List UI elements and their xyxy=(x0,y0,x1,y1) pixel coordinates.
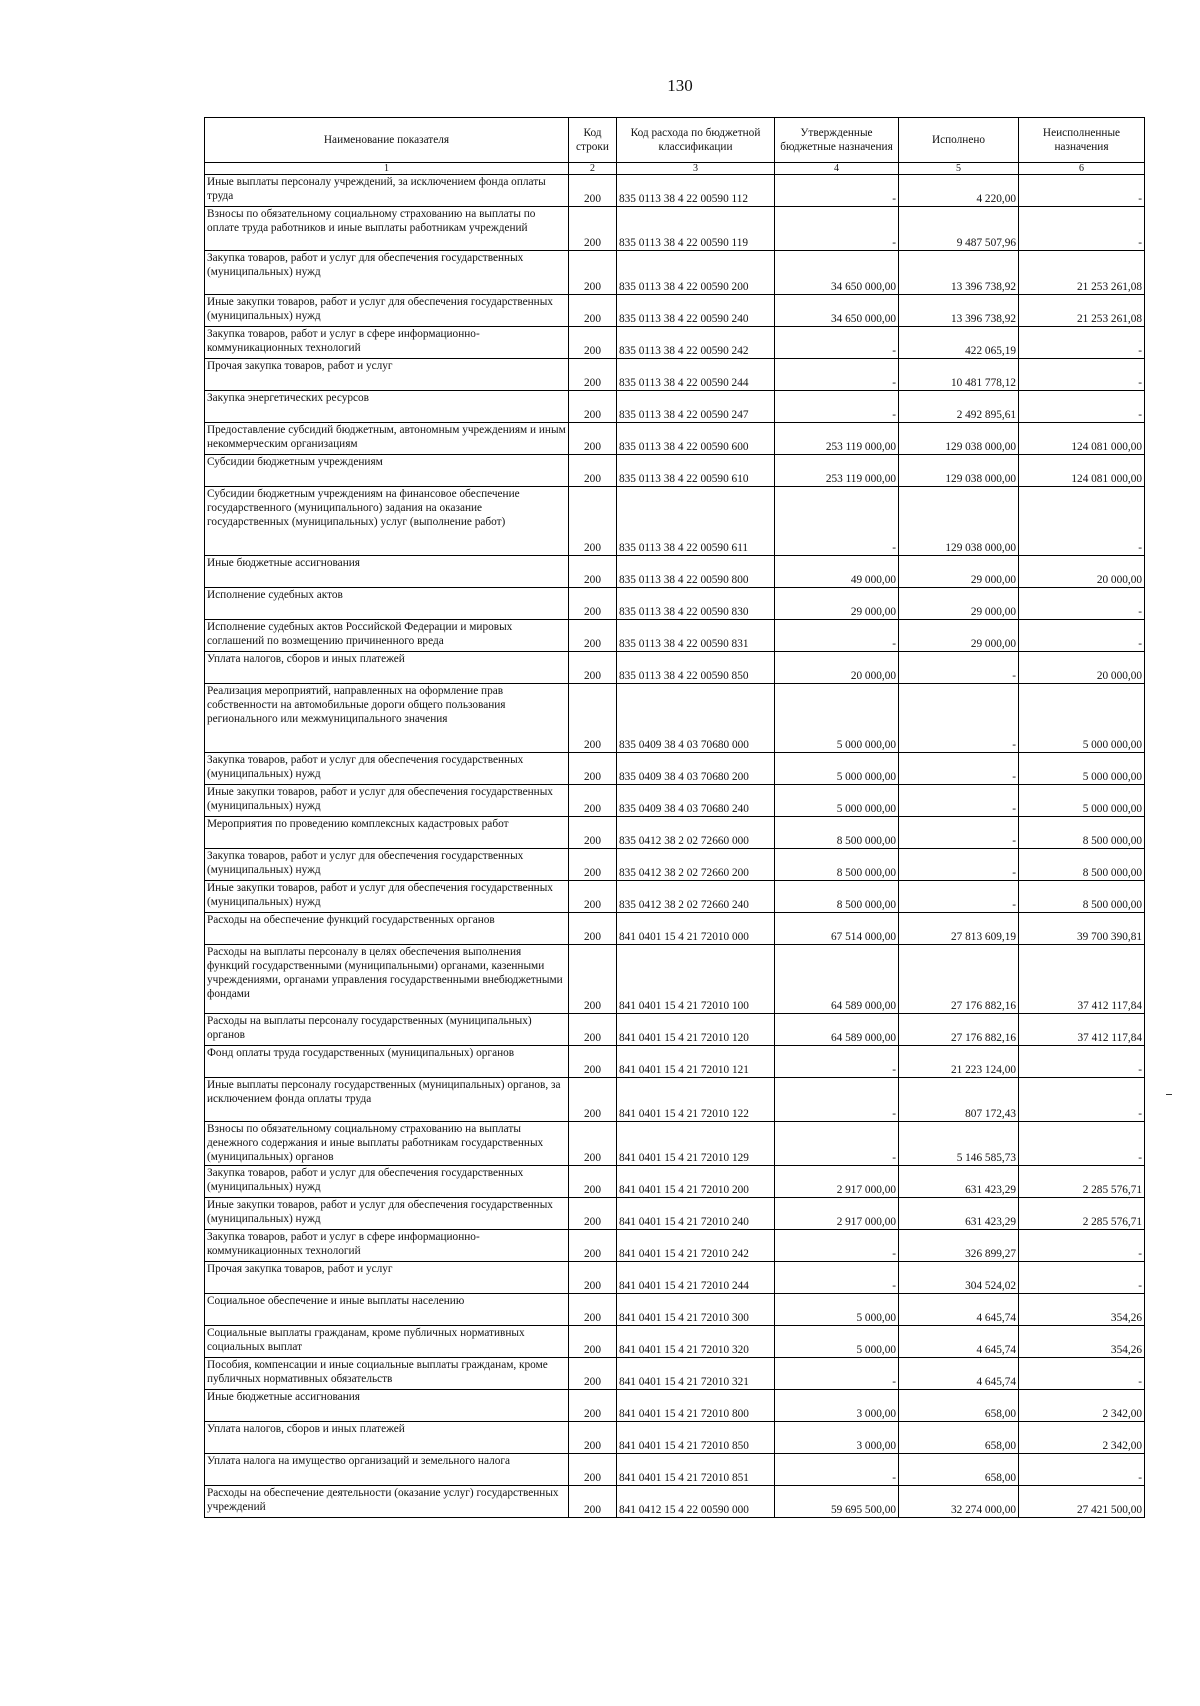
table-cell-name: Иные закупки товаров, работ и услуг для обеспечения государственных (муниципальных) нужд xyxy=(205,1198,569,1230)
table-cell-unexecuted: 2 285 576,71 xyxy=(1019,1166,1145,1198)
table-cell-unexecuted: - xyxy=(1019,588,1145,620)
table-cell-unexecuted: 5 000 000,00 xyxy=(1019,684,1145,753)
table-row xyxy=(205,1326,1145,1358)
table-cell-executed: 326 899,27 xyxy=(899,1230,1019,1262)
margin-mark xyxy=(1166,1094,1172,1095)
table-cell-approved: 67 514 000,00 xyxy=(775,913,899,945)
table-row xyxy=(205,1262,1145,1294)
table-cell-unexecuted: 354,26 xyxy=(1019,1326,1145,1358)
table-cell-classification: 841 0401 15 4 21 72010 242 xyxy=(617,1230,775,1262)
table-cell-executed: - xyxy=(899,652,1019,684)
table-cell-unexecuted: - xyxy=(1019,391,1145,423)
table-row xyxy=(205,1294,1145,1326)
table-cell-executed: 9 487 507,96 xyxy=(899,207,1019,251)
table-cell-name: Закупка товаров, работ и услуг в сфере информационно-коммуникационных технологий xyxy=(205,1230,569,1262)
table-cell-executed: 658,00 xyxy=(899,1422,1019,1454)
table-cell-classification: 835 0409 38 4 03 70680 240 xyxy=(617,785,775,817)
table-cell-approved: 5 000 000,00 xyxy=(775,684,899,753)
table-cell-executed: - xyxy=(899,849,1019,881)
table-cell-approved: - xyxy=(775,175,899,207)
table-cell-classification: 835 0113 38 4 22 00590 112 xyxy=(617,175,775,207)
table-cell-unexecuted: 354,26 xyxy=(1019,1294,1145,1326)
table-cell-approved: 20 000,00 xyxy=(775,652,899,684)
table-cell-name: Предоставление субсидий бюджетным, автономным учреждениям и иным некоммерческим организациям xyxy=(205,423,569,455)
table-row xyxy=(205,1422,1145,1454)
table-cell-name: Иные бюджетные ассигнования xyxy=(205,1390,569,1422)
table-cell-unexecuted: - xyxy=(1019,1122,1145,1166)
table-cell-name: Расходы на выплаты персоналу в целях обеспечения выполнения функций государственными (муниципальными) органами, казенными учреждениями, органами управления государственными внебюджетными фондами xyxy=(205,945,569,1014)
table-cell-approved: - xyxy=(775,620,899,652)
table-cell-executed: 631 423,29 xyxy=(899,1166,1019,1198)
table-cell-approved: 2 917 000,00 xyxy=(775,1198,899,1230)
table-cell-executed: - xyxy=(899,785,1019,817)
table-cell-name: Субсидии бюджетным учреждениям на финансовое обеспечение государственного (муниципального) задания на оказание государственных (муниципальных) услуг (выполнение работ) xyxy=(205,487,569,556)
table-row xyxy=(205,175,1145,207)
table-cell-line-code: 200 xyxy=(569,1262,617,1294)
table-row xyxy=(205,1046,1145,1078)
table-cell-approved: 5 000 000,00 xyxy=(775,753,899,785)
table-cell-executed: 658,00 xyxy=(899,1390,1019,1422)
table-cell-classification: 835 0409 38 4 03 70680 000 xyxy=(617,684,775,753)
table-cell-line-code: 200 xyxy=(569,1122,617,1166)
table-cell-classification: 835 0412 38 2 02 72660 000 xyxy=(617,817,775,849)
table-cell-unexecuted: 39 700 390,81 xyxy=(1019,913,1145,945)
table-cell-unexecuted: 124 081 000,00 xyxy=(1019,423,1145,455)
table-cell-executed: - xyxy=(899,684,1019,753)
header-unexecuted: Неисполненные назначения xyxy=(1019,118,1145,163)
table-cell-name: Расходы на выплаты персоналу государственных (муниципальных) органов xyxy=(205,1014,569,1046)
table-cell-line-code: 200 xyxy=(569,251,617,295)
table-cell-line-code: 200 xyxy=(569,1198,617,1230)
table-cell-executed: 4 645,74 xyxy=(899,1326,1019,1358)
column-number: 1 xyxy=(205,163,569,175)
table-cell-line-code: 200 xyxy=(569,1230,617,1262)
table-cell-name: Закупка товаров, работ и услуг в сфере информационно-коммуникационных технологий xyxy=(205,327,569,359)
table-cell-classification: 841 0401 15 4 21 72010 244 xyxy=(617,1262,775,1294)
table-row xyxy=(205,556,1145,588)
column-number: 5 xyxy=(899,163,1019,175)
table-cell-approved: 29 000,00 xyxy=(775,588,899,620)
table-cell-approved: 3 000,00 xyxy=(775,1422,899,1454)
table-cell-approved: 253 119 000,00 xyxy=(775,423,899,455)
table-cell-approved: - xyxy=(775,391,899,423)
table-cell-unexecuted: 21 253 261,08 xyxy=(1019,251,1145,295)
table-cell-line-code: 200 xyxy=(569,1326,617,1358)
table-cell-approved: 34 650 000,00 xyxy=(775,251,899,295)
column-number-row xyxy=(205,163,1145,175)
table-cell-name: Иные закупки товаров, работ и услуг для обеспечения государственных (муниципальных) нужд xyxy=(205,295,569,327)
table-row xyxy=(205,785,1145,817)
table-cell-classification: 835 0113 38 4 22 00590 247 xyxy=(617,391,775,423)
page-number: 130 xyxy=(667,76,693,95)
table-cell-classification: 841 0401 15 4 21 72010 800 xyxy=(617,1390,775,1422)
table-cell-line-code: 200 xyxy=(569,1358,617,1390)
table-cell-unexecuted: - xyxy=(1019,1454,1145,1486)
table-cell-line-code: 200 xyxy=(569,1422,617,1454)
table-cell-classification: 835 0113 38 4 22 00590 200 xyxy=(617,251,775,295)
table-cell-unexecuted: 5 000 000,00 xyxy=(1019,753,1145,785)
table-cell-executed: 4 220,00 xyxy=(899,175,1019,207)
table-cell-line-code: 200 xyxy=(569,391,617,423)
table-row xyxy=(205,1014,1145,1046)
table-cell-unexecuted: - xyxy=(1019,359,1145,391)
table-cell-unexecuted: 27 421 500,00 xyxy=(1019,1486,1145,1518)
table-cell-approved: 8 500 000,00 xyxy=(775,817,899,849)
table-cell-name: Исполнение судебных актов Российской Федерации и мировых соглашений по возмещению причиненного вреда xyxy=(205,620,569,652)
table-cell-name: Закупка товаров, работ и услуг для обеспечения государственных (муниципальных) нужд xyxy=(205,753,569,785)
table-cell-approved: 59 695 500,00 xyxy=(775,1486,899,1518)
table-cell-name: Иные закупки товаров, работ и услуг для обеспечения государственных (муниципальных) нужд xyxy=(205,785,569,817)
table-cell-classification: 841 0401 15 4 21 72010 000 xyxy=(617,913,775,945)
table-cell-unexecuted: - xyxy=(1019,1230,1145,1262)
table-cell-classification: 835 0113 38 4 22 00590 240 xyxy=(617,295,775,327)
table-cell-line-code: 200 xyxy=(569,620,617,652)
table-cell-unexecuted: - xyxy=(1019,487,1145,556)
table-cell-name: Взносы по обязательному социальному страхованию на выплаты по оплате труда работников и иные выплаты работникам учреждений xyxy=(205,207,569,251)
table-cell-executed: 27 176 882,16 xyxy=(899,945,1019,1014)
table-cell-approved: - xyxy=(775,487,899,556)
table-cell-unexecuted: 8 500 000,00 xyxy=(1019,817,1145,849)
table-cell-line-code: 200 xyxy=(569,684,617,753)
table-cell-classification: 841 0401 15 4 21 72010 300 xyxy=(617,1294,775,1326)
budget-execution-table xyxy=(204,117,1145,1518)
table-cell-line-code: 200 xyxy=(569,1046,617,1078)
table-cell-line-code: 200 xyxy=(569,556,617,588)
header-line-code: Код строки xyxy=(569,118,617,163)
table-cell-classification: 835 0113 38 4 22 00590 850 xyxy=(617,652,775,684)
table-cell-executed: 29 000,00 xyxy=(899,588,1019,620)
table-cell-approved: - xyxy=(775,1262,899,1294)
table-cell-classification: 835 0113 38 4 22 00590 610 xyxy=(617,455,775,487)
table-cell-approved: 64 589 000,00 xyxy=(775,945,899,1014)
column-number: 6 xyxy=(1019,163,1145,175)
table-cell-approved: 2 917 000,00 xyxy=(775,1166,899,1198)
table-cell-approved: 34 650 000,00 xyxy=(775,295,899,327)
table-cell-name: Взносы по обязательному социальному страхованию на выплаты денежного содержания и иные выплаты работникам государственных (муниципальных) органов xyxy=(205,1122,569,1166)
table-row xyxy=(205,1358,1145,1390)
table-cell-line-code: 200 xyxy=(569,1486,617,1518)
table-cell-approved: 3 000,00 xyxy=(775,1390,899,1422)
table-cell-classification: 841 0401 15 4 21 72010 129 xyxy=(617,1122,775,1166)
table-cell-approved: - xyxy=(775,1046,899,1078)
table-cell-approved: 253 119 000,00 xyxy=(775,455,899,487)
table-cell-classification: 841 0401 15 4 21 72010 850 xyxy=(617,1422,775,1454)
table-row xyxy=(205,455,1145,487)
table-cell-name: Иные выплаты персоналу государственных (муниципальных) органов, за исключением фонда оплаты труда xyxy=(205,1078,569,1122)
table-cell-approved: - xyxy=(775,207,899,251)
table-cell-executed: 4 645,74 xyxy=(899,1358,1019,1390)
table-cell-executed: 4 645,74 xyxy=(899,1294,1019,1326)
table-cell-classification: 835 0113 38 4 22 00590 242 xyxy=(617,327,775,359)
table-cell-line-code: 200 xyxy=(569,455,617,487)
table-row xyxy=(205,359,1145,391)
table-cell-name: Реализация мероприятий, направленных на оформление прав собственности на автомобильные дороги общего пользования регионального или межмуниципального значения xyxy=(205,684,569,753)
table-cell-unexecuted: - xyxy=(1019,1078,1145,1122)
table-cell-unexecuted: 124 081 000,00 xyxy=(1019,455,1145,487)
table-cell-executed: 29 000,00 xyxy=(899,556,1019,588)
table-row xyxy=(205,1390,1145,1422)
table-cell-executed: 5 146 585,73 xyxy=(899,1122,1019,1166)
table-row xyxy=(205,391,1145,423)
table-cell-name: Субсидии бюджетным учреждениям xyxy=(205,455,569,487)
table-cell-line-code: 200 xyxy=(569,1294,617,1326)
table-cell-line-code: 200 xyxy=(569,1166,617,1198)
table-cell-classification: 835 0113 38 4 22 00590 611 xyxy=(617,487,775,556)
table-cell-line-code: 200 xyxy=(569,1454,617,1486)
table-cell-name: Закупка товаров, работ и услуг для обеспечения государственных (муниципальных) нужд xyxy=(205,251,569,295)
table-cell-classification: 835 0113 38 4 22 00590 119 xyxy=(617,207,775,251)
table-cell-name: Пособия, компенсации и иные социальные выплаты гражданам, кроме публичных нормативных обязательств xyxy=(205,1358,569,1390)
table-row xyxy=(205,1230,1145,1262)
table-cell-name: Расходы на обеспечение деятельности (оказание услуг) государственных учреждений xyxy=(205,1486,569,1518)
table-cell-unexecuted: - xyxy=(1019,207,1145,251)
table-row xyxy=(205,207,1145,251)
table-cell-name: Уплата налогов, сборов и иных платежей xyxy=(205,652,569,684)
table-cell-line-code: 200 xyxy=(569,175,617,207)
table-cell-executed: - xyxy=(899,881,1019,913)
table-cell-line-code: 200 xyxy=(569,487,617,556)
table-cell-executed: 10 481 778,12 xyxy=(899,359,1019,391)
table-cell-executed: 13 396 738,92 xyxy=(899,251,1019,295)
table-cell-approved: - xyxy=(775,1230,899,1262)
table-cell-name: Фонд оплаты труда государственных (муниципальных) органов xyxy=(205,1046,569,1078)
table-row xyxy=(205,945,1145,1014)
table-row xyxy=(205,620,1145,652)
table-cell-executed: 21 223 124,00 xyxy=(899,1046,1019,1078)
table-row xyxy=(205,295,1145,327)
table-cell-line-code: 200 xyxy=(569,945,617,1014)
table-cell-name: Иные бюджетные ассигнования xyxy=(205,556,569,588)
table-cell-classification: 835 0412 38 2 02 72660 200 xyxy=(617,849,775,881)
table-cell-approved: - xyxy=(775,327,899,359)
table-cell-classification: 841 0401 15 4 21 72010 240 xyxy=(617,1198,775,1230)
table-cell-classification: 835 0113 38 4 22 00590 831 xyxy=(617,620,775,652)
table-row xyxy=(205,487,1145,556)
table-cell-classification: 841 0401 15 4 21 72010 320 xyxy=(617,1326,775,1358)
table-cell-name: Уплата налогов, сборов и иных платежей xyxy=(205,1422,569,1454)
table-cell-name: Закупка товаров, работ и услуг для обеспечения государственных (муниципальных) нужд xyxy=(205,1166,569,1198)
table-row xyxy=(205,251,1145,295)
table-cell-name: Иные закупки товаров, работ и услуг для обеспечения государственных (муниципальных) нужд xyxy=(205,881,569,913)
table-row xyxy=(205,652,1145,684)
table-cell-line-code: 200 xyxy=(569,1078,617,1122)
table-row xyxy=(205,423,1145,455)
table-cell-name: Прочая закупка товаров, работ и услуг xyxy=(205,359,569,391)
table-cell-unexecuted: - xyxy=(1019,175,1145,207)
table-cell-executed: 13 396 738,92 xyxy=(899,295,1019,327)
table-cell-approved: 49 000,00 xyxy=(775,556,899,588)
table-cell-unexecuted: 8 500 000,00 xyxy=(1019,849,1145,881)
table-cell-approved: 8 500 000,00 xyxy=(775,881,899,913)
table-cell-line-code: 200 xyxy=(569,881,617,913)
table-header-row xyxy=(205,118,1145,163)
table-cell-unexecuted: 20 000,00 xyxy=(1019,556,1145,588)
table-row xyxy=(205,588,1145,620)
table-cell-name: Социальное обеспечение и иные выплаты населению xyxy=(205,1294,569,1326)
table-cell-classification: 841 0401 15 4 21 72010 120 xyxy=(617,1014,775,1046)
table-cell-executed: 29 000,00 xyxy=(899,620,1019,652)
table-row xyxy=(205,1486,1145,1518)
table-row xyxy=(205,817,1145,849)
table-cell-classification: 841 0401 15 4 21 72010 100 xyxy=(617,945,775,1014)
table-cell-line-code: 200 xyxy=(569,817,617,849)
table-cell-line-code: 200 xyxy=(569,753,617,785)
table-cell-name: Закупка энергетических ресурсов xyxy=(205,391,569,423)
table-cell-line-code: 200 xyxy=(569,327,617,359)
header-classification-code: Код расхода по бюджетной классификации xyxy=(617,118,775,163)
table-row xyxy=(205,881,1145,913)
column-number: 3 xyxy=(617,163,775,175)
table-cell-approved: - xyxy=(775,1122,899,1166)
table-row xyxy=(205,913,1145,945)
table-row xyxy=(205,684,1145,753)
table-cell-unexecuted: 2 285 576,71 xyxy=(1019,1198,1145,1230)
header-approved: Утвержденные бюджетные назначения xyxy=(775,118,899,163)
table-cell-line-code: 200 xyxy=(569,588,617,620)
table-cell-approved: - xyxy=(775,1454,899,1486)
table-cell-line-code: 200 xyxy=(569,1014,617,1046)
table-row xyxy=(205,753,1145,785)
table-cell-approved: - xyxy=(775,1078,899,1122)
table-cell-classification: 841 0401 15 4 21 72010 121 xyxy=(617,1046,775,1078)
table-cell-line-code: 200 xyxy=(569,359,617,391)
table-cell-approved: 8 500 000,00 xyxy=(775,849,899,881)
table-cell-executed: 658,00 xyxy=(899,1454,1019,1486)
table-body xyxy=(205,175,1145,1518)
table-cell-executed: - xyxy=(899,817,1019,849)
table-cell-unexecuted: 37 412 117,84 xyxy=(1019,945,1145,1014)
table-row xyxy=(205,1454,1145,1486)
table-cell-unexecuted: - xyxy=(1019,620,1145,652)
table-cell-classification: 841 0401 15 4 21 72010 851 xyxy=(617,1454,775,1486)
table-cell-line-code: 200 xyxy=(569,295,617,327)
table-cell-classification: 841 0401 15 4 21 72010 200 xyxy=(617,1166,775,1198)
table-row xyxy=(205,327,1145,359)
table-cell-unexecuted: 2 342,00 xyxy=(1019,1390,1145,1422)
table-cell-name: Иные выплаты персоналу учреждений, за исключением фонда оплаты труда xyxy=(205,175,569,207)
table-cell-approved: - xyxy=(775,359,899,391)
table-cell-classification: 841 0401 15 4 21 72010 321 xyxy=(617,1358,775,1390)
table-cell-line-code: 200 xyxy=(569,849,617,881)
table-row xyxy=(205,1122,1145,1166)
table-cell-executed: 27 176 882,16 xyxy=(899,1014,1019,1046)
column-number: 2 xyxy=(569,163,617,175)
table-cell-executed: 32 274 000,00 xyxy=(899,1486,1019,1518)
table-cell-executed: - xyxy=(899,753,1019,785)
table-cell-unexecuted: 20 000,00 xyxy=(1019,652,1145,684)
table-cell-executed: 631 423,29 xyxy=(899,1198,1019,1230)
table-cell-line-code: 200 xyxy=(569,785,617,817)
table-cell-approved: 5 000,00 xyxy=(775,1326,899,1358)
table-cell-unexecuted: 2 342,00 xyxy=(1019,1422,1145,1454)
table-cell-executed: 807 172,43 xyxy=(899,1078,1019,1122)
table-cell-unexecuted: - xyxy=(1019,1358,1145,1390)
table-cell-name: Расходы на обеспечение функций государственных органов xyxy=(205,913,569,945)
table-cell-line-code: 200 xyxy=(569,423,617,455)
table-cell-unexecuted: - xyxy=(1019,1046,1145,1078)
table-cell-executed: 2 492 895,61 xyxy=(899,391,1019,423)
table-cell-executed: 129 038 000,00 xyxy=(899,423,1019,455)
table-row xyxy=(205,1166,1145,1198)
table-cell-line-code: 200 xyxy=(569,1390,617,1422)
table-cell-unexecuted: - xyxy=(1019,327,1145,359)
table-cell-classification: 835 0412 38 2 02 72660 240 xyxy=(617,881,775,913)
header-name: Наименование показателя xyxy=(205,118,569,163)
table-cell-unexecuted: 5 000 000,00 xyxy=(1019,785,1145,817)
table-cell-executed: 129 038 000,00 xyxy=(899,455,1019,487)
table-cell-classification: 841 0401 15 4 21 72010 122 xyxy=(617,1078,775,1122)
table-cell-name: Прочая закупка товаров, работ и услуг xyxy=(205,1262,569,1294)
table-cell-executed: 422 065,19 xyxy=(899,327,1019,359)
table-cell-approved: 5 000 000,00 xyxy=(775,785,899,817)
table-cell-unexecuted: 8 500 000,00 xyxy=(1019,881,1145,913)
table-cell-executed: 304 524,02 xyxy=(899,1262,1019,1294)
table-cell-approved: 64 589 000,00 xyxy=(775,1014,899,1046)
table-cell-classification: 835 0113 38 4 22 00590 830 xyxy=(617,588,775,620)
table-cell-executed: 129 038 000,00 xyxy=(899,487,1019,556)
table-cell-unexecuted: - xyxy=(1019,1262,1145,1294)
table-row xyxy=(205,849,1145,881)
column-number: 4 xyxy=(775,163,899,175)
table-cell-executed: 27 813 609,19 xyxy=(899,913,1019,945)
table-cell-classification: 835 0113 38 4 22 00590 244 xyxy=(617,359,775,391)
table-cell-name: Мероприятия по проведению комплексных кадастровых работ xyxy=(205,817,569,849)
table-cell-unexecuted: 37 412 117,84 xyxy=(1019,1014,1145,1046)
table-row xyxy=(205,1198,1145,1230)
table-cell-line-code: 200 xyxy=(569,207,617,251)
table-cell-name: Исполнение судебных актов xyxy=(205,588,569,620)
table-cell-unexecuted: 21 253 261,08 xyxy=(1019,295,1145,327)
table-cell-line-code: 200 xyxy=(569,652,617,684)
table-cell-name: Уплата налога на имущество организаций и земельного налога xyxy=(205,1454,569,1486)
table-cell-classification: 841 0412 15 4 22 00590 000 xyxy=(617,1486,775,1518)
table-cell-classification: 835 0113 38 4 22 00590 600 xyxy=(617,423,775,455)
table-cell-name: Закупка товаров, работ и услуг для обеспечения государственных (муниципальных) нужд xyxy=(205,849,569,881)
table-row xyxy=(205,1078,1145,1122)
table-cell-approved: 5 000,00 xyxy=(775,1294,899,1326)
table-cell-line-code: 200 xyxy=(569,913,617,945)
table-cell-approved: - xyxy=(775,1358,899,1390)
table-cell-classification: 835 0113 38 4 22 00590 800 xyxy=(617,556,775,588)
table-cell-classification: 835 0409 38 4 03 70680 200 xyxy=(617,753,775,785)
header-executed: Исполнено xyxy=(899,118,1019,163)
table-cell-name: Социальные выплаты гражданам, кроме публичных нормативных социальных выплат xyxy=(205,1326,569,1358)
